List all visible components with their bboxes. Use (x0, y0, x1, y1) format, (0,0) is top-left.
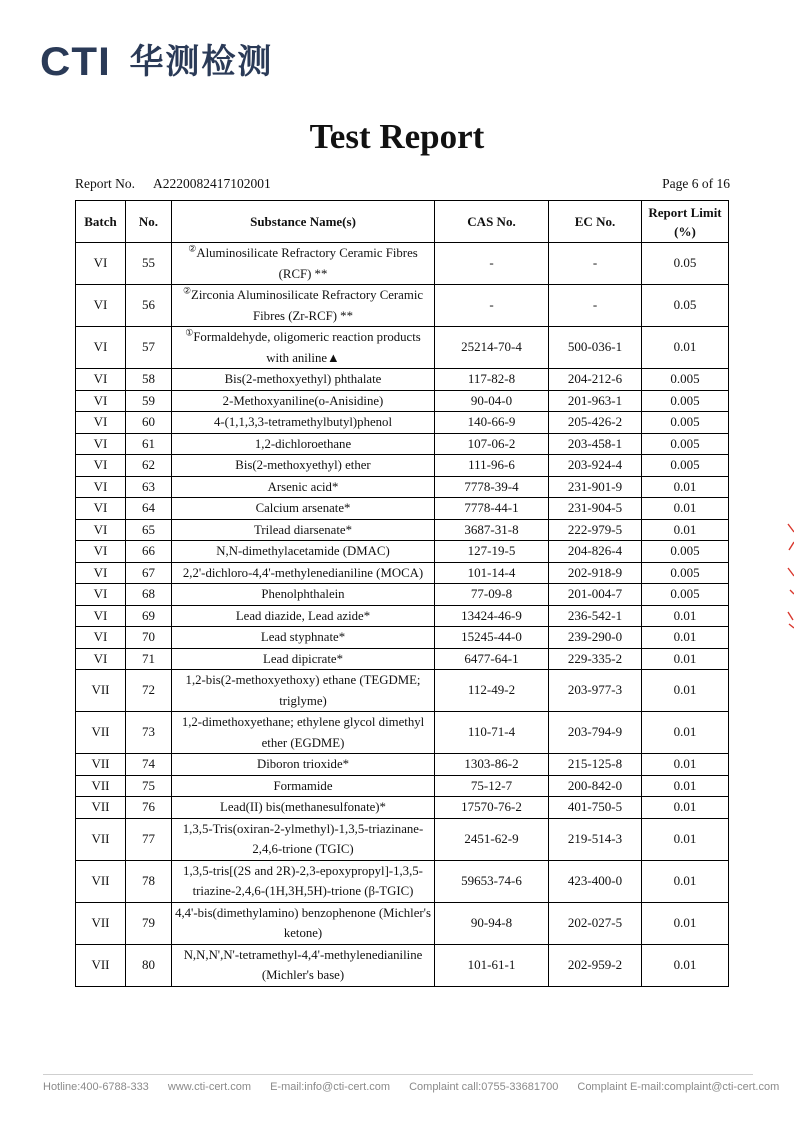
cell-no: 75 (126, 775, 172, 797)
cell-no: 67 (126, 562, 172, 584)
substance-name-text: Calcium arsenate* (255, 501, 351, 515)
table-row (76, 754, 729, 776)
cell-batch: VII (76, 775, 126, 797)
cell-report-limit: 0.01 (642, 327, 729, 369)
cell-no: 70 (126, 627, 172, 649)
cell-cas-no: 90-94-8 (435, 902, 549, 944)
cell-report-limit: 0.01 (642, 818, 729, 860)
substance-table (75, 200, 729, 987)
cell-cas-no: 59653-74-6 (435, 860, 549, 902)
cell-substance-name (172, 627, 435, 649)
cell-batch: VII (76, 754, 126, 776)
page-total: 16 (716, 176, 730, 191)
cell-batch: VI (76, 498, 126, 520)
cell-substance-name (172, 860, 435, 902)
cell-ec-no: 203-458-1 (549, 433, 642, 455)
table-row (76, 775, 729, 797)
cell-cas-no: 111-96-6 (435, 455, 549, 477)
cell-substance-name (172, 902, 435, 944)
substance-name-text: Zirconia Aluminosilicate Refractory Ceramic Fibres (Zr-RCF) ** (191, 288, 424, 323)
substance-name-text: Trilead diarsenate* (254, 522, 352, 537)
cell-ec-no: 222-979-5 (549, 519, 642, 541)
cell-report-limit: 0.05 (642, 285, 729, 327)
cell-report-limit: 0.01 (642, 902, 729, 944)
cell-cas-no: 7778-39-4 (435, 476, 549, 498)
cell-no: 62 (126, 455, 172, 477)
table-row (76, 369, 729, 391)
company-logo (40, 40, 273, 84)
table-row (76, 433, 729, 455)
cell-batch: VI (76, 519, 126, 541)
cell-cas-no: - (435, 243, 549, 285)
cell-no: 58 (126, 369, 172, 391)
substance-name-text: 2-Methoxyaniline(o-Anisidine) (222, 393, 384, 408)
substance-name-text: Diboron trioxide* (256, 757, 350, 771)
cell-cas-no: 25214-70-4 (435, 327, 549, 369)
cell-no: 69 (126, 605, 172, 627)
cell-report-limit: 0.01 (642, 498, 729, 520)
cell-report-limit: 0.01 (642, 648, 729, 670)
cell-substance-name (172, 562, 435, 584)
cell-cas-no: 77-09-8 (435, 584, 549, 606)
cell-substance-name (172, 670, 435, 712)
report-number-value: A2220082417102001 (153, 176, 271, 191)
table-row (76, 648, 729, 670)
table-row (76, 476, 729, 498)
table-row (76, 712, 729, 754)
cell-substance-name (172, 605, 435, 627)
cell-ec-no: 231-901-9 (549, 476, 642, 498)
table-row (76, 584, 729, 606)
cell-batch: VI (76, 390, 126, 412)
cell-batch: VI (76, 412, 126, 434)
page-footer (43, 1074, 780, 1093)
cell-batch: VI (76, 584, 126, 606)
cell-report-limit: 0.01 (642, 944, 729, 986)
cell-batch: VI (76, 327, 126, 369)
footer-website: www.cti-cert.com (167, 1081, 251, 1093)
cell-substance-name (172, 648, 435, 670)
table-row (76, 243, 729, 285)
cell-cas-no: 7778-44-1 (435, 498, 549, 520)
cell-ec-no: 423-400-0 (549, 860, 642, 902)
cell-no: 65 (126, 519, 172, 541)
cell-no: 68 (126, 584, 172, 606)
cell-ec-no: 200-842-0 (549, 775, 642, 797)
cell-report-limit: 0.01 (642, 519, 729, 541)
table-row (76, 797, 729, 819)
substance-name-text: Aluminosilicate Refractory Ceramic Fibres (RCF) ** (196, 246, 418, 281)
cell-ec-no: 229-335-2 (549, 648, 642, 670)
cell-ec-no: 201-004-7 (549, 584, 642, 606)
cell-batch: VI (76, 369, 126, 391)
cell-no: 74 (126, 754, 172, 776)
cell-cas-no: - (435, 285, 549, 327)
cell-cas-no: 110-71-4 (435, 712, 549, 754)
substance-name-text: Lead diazide, Lead azide* (235, 608, 371, 623)
cell-cas-no: 127-19-5 (435, 541, 549, 563)
cell-no: 60 (126, 412, 172, 434)
cell-report-limit: 0.05 (642, 243, 729, 285)
substance-name-text: 1,3,5-tris[(2S and 2R)-2,3-epoxypropyl]-1,3,5-triazine-2,4,6-(1H,3H,5H)-trione (β-TGIC) (183, 863, 423, 898)
header-no: No. (126, 201, 172, 243)
table-row (76, 285, 729, 327)
cell-batch: VI (76, 285, 126, 327)
substance-name-text: Formamide (273, 778, 333, 793)
header-ec-no: EC No. (549, 201, 642, 243)
cell-substance-name (172, 243, 435, 285)
cell-substance-name (172, 712, 435, 754)
substance-name-text: Bis(2-methoxyethyl) ether (235, 458, 371, 472)
cell-cas-no: 101-61-1 (435, 944, 549, 986)
cell-report-limit: 0.005 (642, 455, 729, 477)
substance-name-text: N,N,N',N'-tetramethyl-4,4'-methylenedianiline (Michler's base) (183, 947, 423, 982)
cell-report-limit: 0.005 (642, 541, 729, 563)
page-current: 6 (691, 176, 699, 191)
cell-cas-no: 13424-46-9 (435, 605, 549, 627)
cell-substance-name (172, 476, 435, 498)
table-row (76, 562, 729, 584)
cell-batch: VI (76, 648, 126, 670)
cell-substance-name (172, 584, 435, 606)
cell-batch: VII (76, 860, 126, 902)
table-row (76, 818, 729, 860)
cell-report-limit: 0.01 (642, 775, 729, 797)
cell-substance-name (172, 754, 435, 776)
cell-substance-name (172, 797, 435, 819)
footnote-marker: ② (188, 243, 197, 254)
footer-complaint-email: Complaint E-mail:complaint@cti-cert.com (577, 1081, 780, 1093)
table-row (76, 327, 729, 369)
cell-cas-no: 6477-64-1 (435, 648, 549, 670)
substance-name-text: 1,2-bis(2-methoxyethoxy) ethane (TEGDME; triglyme) (185, 673, 421, 708)
table-row (76, 455, 729, 477)
report-number (75, 176, 271, 192)
cell-batch: VI (76, 541, 126, 563)
cell-no: 72 (126, 670, 172, 712)
substance-name-text: Arsenic acid* (267, 479, 339, 494)
cell-batch: VI (76, 627, 126, 649)
footer-complaint-call: Complaint call:0755-33681700 (409, 1081, 559, 1093)
cell-substance-name (172, 327, 435, 369)
cell-report-limit: 0.01 (642, 754, 729, 776)
cell-cas-no: 17570-76-2 (435, 797, 549, 819)
cell-batch: VII (76, 818, 126, 860)
cell-batch: VII (76, 670, 126, 712)
table-body (76, 243, 729, 987)
logo-brand: CTI (40, 40, 111, 84)
cell-batch: VII (76, 902, 126, 944)
cell-no: 71 (126, 648, 172, 670)
cell-cas-no: 75-12-7 (435, 775, 549, 797)
cell-report-limit: 0.005 (642, 412, 729, 434)
table-row (76, 627, 729, 649)
cell-substance-name (172, 519, 435, 541)
substance-name-text: 1,2-dimethoxyethane; ethylene glycol dimethyl ether (EGDME) (181, 715, 425, 750)
cell-ec-no: 239-290-0 (549, 627, 642, 649)
cell-report-limit: 0.005 (642, 390, 729, 412)
cell-report-limit: 0.01 (642, 476, 729, 498)
cell-ec-no: 231-904-5 (549, 498, 642, 520)
cell-cas-no: 3687-31-8 (435, 519, 549, 541)
cell-ec-no: 203-977-3 (549, 670, 642, 712)
cell-no: 80 (126, 944, 172, 986)
cell-cas-no: 101-14-4 (435, 562, 549, 584)
table-row (76, 498, 729, 520)
footer-hotline: Hotline:400-6788-333 (43, 1081, 149, 1093)
cell-ec-no: 202-918-9 (549, 562, 642, 584)
table-row (76, 412, 729, 434)
cell-substance-name (172, 412, 435, 434)
cell-ec-no: 205-426-2 (549, 412, 642, 434)
cell-no: 59 (126, 390, 172, 412)
cell-ec-no: 202-959-2 (549, 944, 642, 986)
page-title: Test Report (309, 117, 485, 156)
table-row (76, 519, 729, 541)
cell-batch: VII (76, 712, 126, 754)
header-report-limit: Report Limit (%) (642, 201, 729, 243)
substance-name-text: Bis(2-methoxyethyl) phthalate (224, 372, 382, 386)
cell-substance-name (172, 775, 435, 797)
substance-name-text: Formaldehyde, oligomeric reaction products with aniline▲ (193, 330, 421, 365)
cell-substance-name (172, 498, 435, 520)
table-row (76, 902, 729, 944)
cell-ec-no: 201-963-1 (549, 390, 642, 412)
cell-cas-no: 112-49-2 (435, 670, 549, 712)
cell-substance-name (172, 390, 435, 412)
page-indicator (662, 176, 730, 192)
cell-cas-no: 140-66-9 (435, 412, 549, 434)
cell-no: 61 (126, 433, 172, 455)
page-label: Page (662, 176, 689, 191)
cell-no: 56 (126, 285, 172, 327)
cell-batch: VI (76, 562, 126, 584)
cell-batch: VII (76, 797, 126, 819)
cell-report-limit: 0.005 (642, 433, 729, 455)
substance-name-text: 1,3,5-Tris(oxiran-2-ylmethyl)-1,3,5-triazinane-2,4,6-trione (TGIC) (182, 821, 424, 856)
cell-ec-no: 401-750-5 (549, 797, 642, 819)
substance-name-text: Phenolphthalein (261, 587, 345, 601)
cell-no: 78 (126, 860, 172, 902)
cell-batch: VII (76, 944, 126, 986)
cell-batch: VI (76, 243, 126, 285)
table-row (76, 390, 729, 412)
table-header-row (76, 201, 729, 243)
logo-chinese-name: 华测检测 (129, 42, 274, 82)
cell-ec-no: 203-794-9 (549, 712, 642, 754)
header-cas-no: CAS No. (435, 201, 549, 243)
cell-batch: VI (76, 455, 126, 477)
cell-ec-no: 203-924-4 (549, 455, 642, 477)
cell-report-limit: 0.005 (642, 584, 729, 606)
cell-cas-no: 107-06-2 (435, 433, 549, 455)
cell-ec-no: 500-036-1 (549, 327, 642, 369)
substance-name-text: 4-(1,1,3,3-tetramethylbutyl)phenol (213, 415, 393, 429)
cell-cas-no: 1303-86-2 (435, 754, 549, 776)
substance-name-text: 1,2-dichloroethane (254, 436, 352, 451)
cell-substance-name (172, 369, 435, 391)
cell-ec-no: 219-514-3 (549, 818, 642, 860)
cell-ec-no: 215-125-8 (549, 754, 642, 776)
substance-name-text: 4,4'-bis(dimethylamino) benzophenone (Michler's ketone) (175, 905, 431, 940)
cell-cas-no: 117-82-8 (435, 369, 549, 391)
cell-report-limit: 0.005 (642, 369, 729, 391)
header-substance-name: Substance Name(s) (172, 201, 435, 243)
stamp-edge-icon (786, 520, 794, 630)
cell-report-limit: 0.01 (642, 860, 729, 902)
cell-substance-name (172, 455, 435, 477)
table-row (76, 670, 729, 712)
cell-ec-no: - (549, 285, 642, 327)
substance-name-text: 2,2'-dichloro-4,4'-methylenedianiline (MOCA) (182, 565, 424, 580)
cell-batch: VI (76, 433, 126, 455)
cell-substance-name (172, 541, 435, 563)
footer-email: E-mail:info@cti-cert.com (270, 1081, 391, 1093)
page-of: of (701, 176, 714, 191)
cell-no: 73 (126, 712, 172, 754)
cell-ec-no: 204-826-4 (549, 541, 642, 563)
cell-no: 57 (126, 327, 172, 369)
report-number-label: Report No. (75, 176, 135, 191)
cell-ec-no: 236-542-1 (549, 605, 642, 627)
cell-no: 77 (126, 818, 172, 860)
cell-report-limit: 0.01 (642, 627, 729, 649)
cell-substance-name (172, 818, 435, 860)
table-row (76, 944, 729, 986)
cell-no: 63 (126, 476, 172, 498)
cell-substance-name (172, 944, 435, 986)
cell-cas-no: 90-04-0 (435, 390, 549, 412)
cell-batch: VI (76, 476, 126, 498)
cell-no: 76 (126, 797, 172, 819)
substance-name-text: Lead styphnate* (260, 630, 346, 644)
cell-no: 79 (126, 902, 172, 944)
cell-cas-no: 15245-44-0 (435, 627, 549, 649)
cell-ec-no: 202-027-5 (549, 902, 642, 944)
substance-name-text: Lead(II) bis(methanesulfonate)* (220, 800, 386, 814)
cell-report-limit: 0.01 (642, 712, 729, 754)
cell-substance-name (172, 285, 435, 327)
table-row (76, 605, 729, 627)
cell-no: 55 (126, 243, 172, 285)
cell-cas-no: 2451-62-9 (435, 818, 549, 860)
footnote-marker: ② (182, 285, 192, 296)
cell-substance-name (172, 433, 435, 455)
table-row (76, 541, 729, 563)
cell-no: 66 (126, 541, 172, 563)
substance-name-text: Lead dipicrate* (263, 651, 343, 666)
cell-ec-no: 204-212-6 (549, 369, 642, 391)
stamp-edge-mark (786, 520, 794, 630)
cell-ec-no: - (549, 243, 642, 285)
cell-report-limit: 0.01 (642, 670, 729, 712)
substance-name-text: N,N-dimethylacetamide (DMAC) (216, 544, 390, 558)
header-batch: Batch (76, 201, 126, 243)
footnote-marker: ① (185, 327, 194, 338)
cell-batch: VI (76, 605, 126, 627)
table-row (76, 860, 729, 902)
cell-no: 64 (126, 498, 172, 520)
cell-report-limit: 0.01 (642, 797, 729, 819)
cell-report-limit: 0.005 (642, 562, 729, 584)
cell-report-limit: 0.01 (642, 605, 729, 627)
